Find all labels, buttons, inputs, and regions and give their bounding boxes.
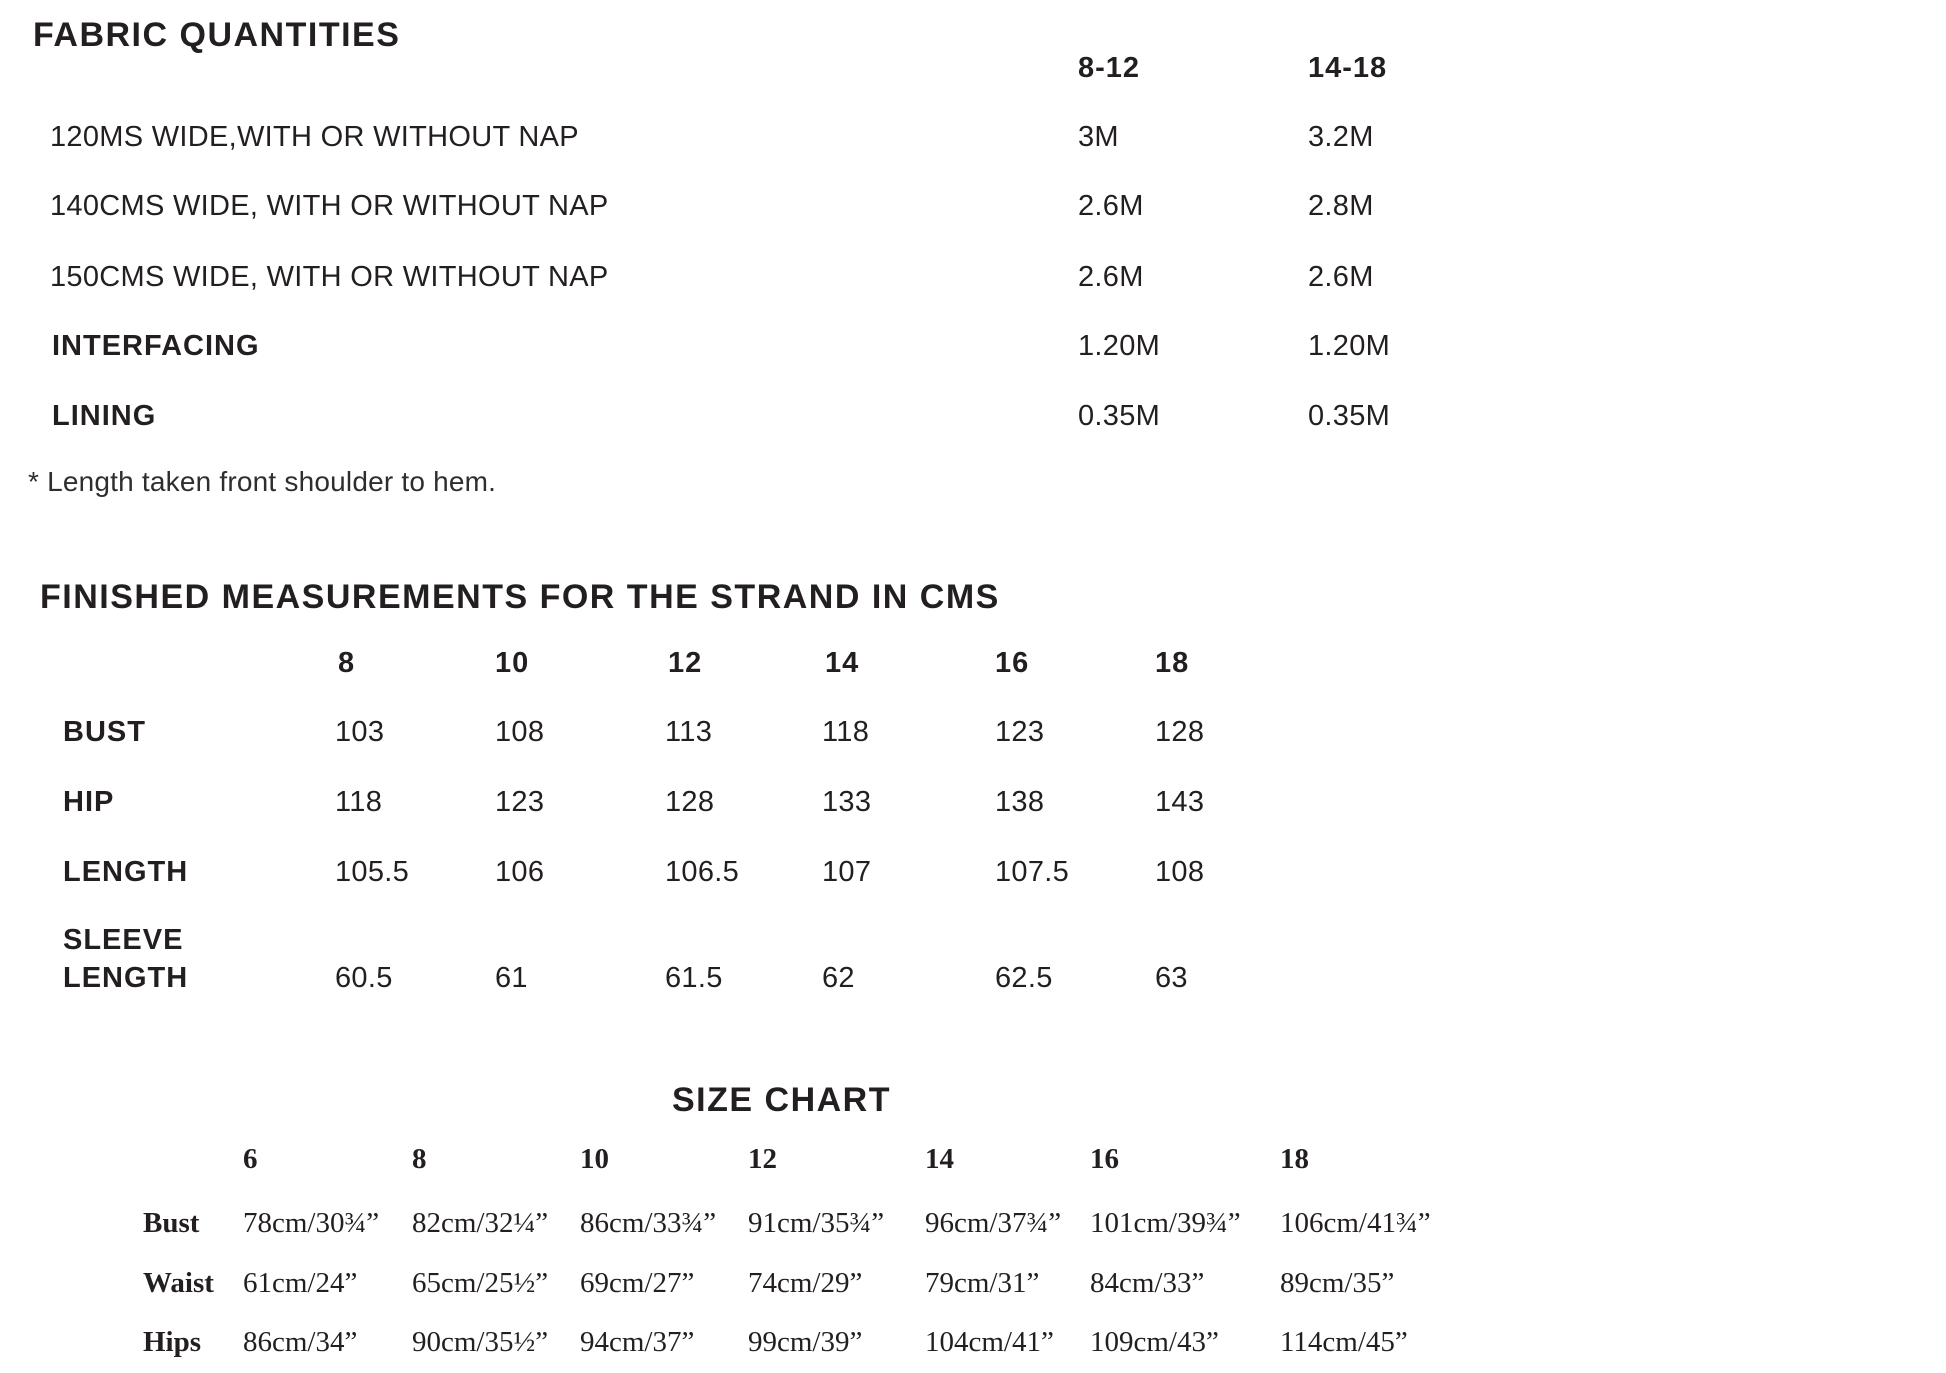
- fm-cell: 123: [495, 786, 545, 818]
- sc-cell: 65cm/25½”: [412, 1267, 549, 1299]
- fm-cell: 103: [335, 716, 385, 748]
- sc-col-header-10: 10: [580, 1143, 609, 1175]
- sc-cell: 78cm/30¾”: [243, 1207, 380, 1239]
- fm-col-header-18: 18: [1155, 647, 1190, 679]
- fabric-cell: 2.6M: [1078, 190, 1144, 222]
- fm-cell: 133: [822, 786, 872, 818]
- fm-cell: 105.5: [335, 856, 410, 888]
- sc-col-header-12: 12: [748, 1143, 777, 1175]
- size-chart-title: SIZE CHART: [672, 1081, 891, 1119]
- fabric-cell: 1.20M: [1078, 330, 1161, 362]
- sc-row-label-bust: Bust: [143, 1207, 200, 1239]
- fm-row-label-length: LENGTH: [63, 856, 189, 888]
- fabric-row-label-interfacing: INTERFACING: [52, 330, 260, 362]
- fm-col-header-10: 10: [495, 647, 530, 679]
- fm-cell: 60.5: [335, 962, 393, 994]
- fm-row-label-bust: BUST: [63, 716, 146, 748]
- sc-cell: 94cm/37”: [580, 1326, 695, 1358]
- fm-row-label-hip: HIP: [63, 786, 115, 818]
- fm-cell: 106: [495, 856, 545, 888]
- fabric-cell: 0.35M: [1308, 400, 1391, 432]
- sc-row-label-hips: Hips: [143, 1326, 202, 1358]
- fabric-cell: 2.6M: [1308, 261, 1374, 293]
- fabric-row-label-150cms: 150CMS WIDE, WITH OR WITHOUT NAP: [50, 261, 609, 293]
- fm-cell: 61: [495, 962, 528, 994]
- sc-cell: 61cm/24”: [243, 1267, 358, 1299]
- length-footnote: * Length taken front shoulder to hem.: [28, 466, 497, 497]
- fm-cell: 143: [1155, 786, 1205, 818]
- sc-cell: 82cm/32¼”: [412, 1207, 549, 1239]
- fm-cell: 108: [495, 716, 545, 748]
- fm-col-header-8: 8: [338, 647, 356, 679]
- fabric-row-label-140cms: 140CMS WIDE, WITH OR WITHOUT NAP: [50, 190, 609, 222]
- sc-cell: 106cm/41¾”: [1280, 1207, 1431, 1239]
- fm-cell: 118: [335, 786, 383, 818]
- fm-col-header-16: 16: [995, 647, 1030, 679]
- fm-cell: 106.5: [665, 856, 740, 888]
- fabric-col-header-14-18: 14-18: [1308, 52, 1388, 84]
- fm-cell: 61.5: [665, 962, 723, 994]
- fm-cell: 113: [665, 716, 713, 748]
- sc-col-header-14: 14: [925, 1143, 954, 1175]
- sc-cell: 91cm/35¾”: [748, 1207, 885, 1239]
- fm-cell: 62.5: [995, 962, 1053, 994]
- sc-col-header-18: 18: [1280, 1143, 1309, 1175]
- fm-cell: 108: [1155, 856, 1205, 888]
- sc-cell: 96cm/37¾”: [925, 1207, 1062, 1239]
- fm-cell: 128: [1155, 716, 1205, 748]
- fabric-cell: 2.6M: [1078, 261, 1144, 293]
- sc-cell: 69cm/27”: [580, 1267, 695, 1299]
- fm-cell: 128: [665, 786, 715, 818]
- fm-cell: 138: [995, 786, 1045, 818]
- fabric-row-label-120ms: 120MS WIDE,WITH OR WITHOUT NAP: [50, 121, 579, 153]
- sc-cell: 104cm/41”: [925, 1326, 1054, 1358]
- fabric-cell: 3M: [1078, 121, 1119, 153]
- fabric-row-label-lining: LINING: [52, 400, 157, 432]
- sc-cell: 99cm/39”: [748, 1326, 863, 1358]
- fabric-cell: 1.20M: [1308, 330, 1391, 362]
- fabric-cell: 0.35M: [1078, 400, 1161, 432]
- sc-cell: 114cm/45”: [1280, 1326, 1408, 1358]
- sc-cell: 74cm/29”: [748, 1267, 863, 1299]
- sc-cell: 109cm/43”: [1090, 1326, 1219, 1358]
- sc-cell: 89cm/35”: [1280, 1267, 1395, 1299]
- sc-cell: 79cm/31”: [925, 1267, 1040, 1299]
- fabric-quantities-title: FABRIC QUANTITIES: [33, 16, 401, 54]
- fabric-cell: 3.2M: [1308, 121, 1374, 153]
- fabric-col-header-8-12: 8-12: [1078, 52, 1141, 84]
- fm-row-label-sleeve-line2: LENGTH: [63, 962, 189, 994]
- fm-cell: 107: [822, 856, 872, 888]
- fm-cell: 62: [822, 962, 855, 994]
- fm-row-label-sleeve-line1: SLEEVE: [63, 924, 184, 956]
- sc-col-header-6: 6: [243, 1143, 258, 1175]
- fabric-cell: 2.8M: [1308, 190, 1374, 222]
- sc-cell: 101cm/39¾”: [1090, 1207, 1241, 1239]
- sc-col-header-16: 16: [1090, 1143, 1119, 1175]
- sc-cell: 90cm/35½”: [412, 1326, 549, 1358]
- fm-cell: 123: [995, 716, 1045, 748]
- sc-cell: 86cm/34”: [243, 1326, 358, 1358]
- fm-cell: 63: [1155, 962, 1188, 994]
- fm-col-header-12: 12: [668, 647, 703, 679]
- fm-cell: 107.5: [995, 856, 1070, 888]
- finished-measurements-title: FINISHED MEASUREMENTS FOR THE STRAND IN CMS: [40, 578, 1000, 616]
- sc-cell: 86cm/33¾”: [580, 1207, 717, 1239]
- sc-row-label-waist: Waist: [143, 1267, 214, 1299]
- fm-col-header-14: 14: [825, 647, 860, 679]
- sc-col-header-8: 8: [412, 1143, 427, 1175]
- sc-cell: 84cm/33”: [1090, 1267, 1205, 1299]
- fm-cell: 118: [822, 716, 870, 748]
